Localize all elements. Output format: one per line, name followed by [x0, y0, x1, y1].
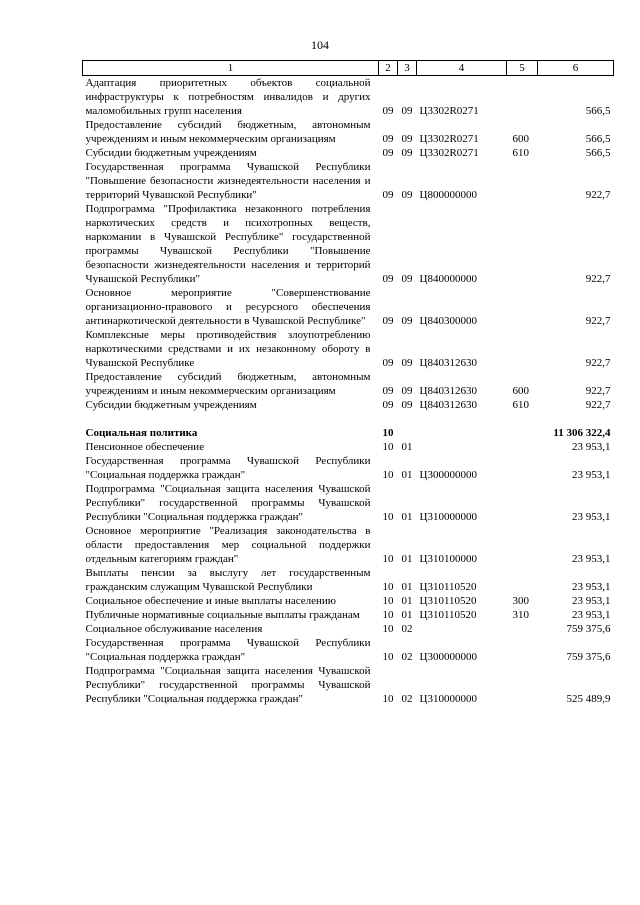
row-subsection: 09	[401, 385, 413, 397]
column-header-1: 1	[83, 61, 379, 76]
row-target-article: Ц3302R0271	[419, 105, 479, 117]
row-amount: 566,5	[585, 133, 611, 145]
row-subsection: 01	[401, 511, 413, 523]
row-section: 10	[382, 553, 394, 565]
row-target-article: Ц840000000	[419, 273, 477, 285]
row-expense-type	[507, 426, 538, 440]
row-subsection: 01	[401, 581, 413, 593]
table-row	[83, 594, 614, 608]
row-subsection: 02	[401, 651, 413, 663]
row-name: Адаптация приоритетных объектов социальной инфраструктуры к потребностям инвалидов и других маломобильных групп населения	[85, 77, 371, 117]
table-row	[83, 454, 614, 482]
row-section: 10	[382, 623, 394, 635]
table-row	[83, 482, 614, 524]
row-amount: 23 953,1	[572, 441, 611, 453]
row-target-article: Ц310000000	[419, 693, 477, 705]
row-target-article: Ц800000000	[419, 189, 477, 201]
row-target-article: Ц310110520	[419, 595, 477, 607]
row-amount: 922,7	[585, 189, 611, 201]
row-amount: 23 953,1	[572, 469, 611, 481]
table-row	[83, 202, 614, 286]
row-name: Подпрограмма "Социальная защита населения Чувашской Республики" государственной программы Чувашской Республики "Социальная поддержка граждан"	[85, 483, 371, 523]
row-name: Основное мероприятие "Реализация законодательства в области предоставления мер социальной поддержки отдельным категориям граждан"	[85, 525, 371, 565]
table-row	[83, 524, 614, 566]
table-row	[83, 286, 614, 328]
row-expense-type	[507, 76, 538, 119]
row-expense-type	[507, 664, 538, 706]
row-target-article: Ц310000000	[419, 511, 477, 523]
table-row	[83, 328, 614, 370]
row-subsection: 09	[401, 147, 413, 159]
row-subsection: 09	[401, 399, 413, 411]
column-header-3: 3	[398, 61, 417, 76]
table-row	[83, 370, 614, 398]
row-name: Государственная программа Чувашской Республики "Повышение безопасности жизнедеятельности населения и территорий Чувашской Республики"	[85, 161, 371, 201]
row-amount: 922,7	[585, 273, 611, 285]
row-amount: 23 953,1	[572, 553, 611, 565]
table-row	[83, 608, 614, 622]
row-subsection: 02	[401, 623, 413, 635]
row-amount: 566,5	[585, 105, 611, 117]
row-expense-type: 610	[512, 147, 529, 159]
table-row	[83, 118, 614, 146]
row-target-article: Ц3302R0271	[419, 147, 479, 159]
row-subsection: 09	[401, 315, 413, 327]
row-subsection: 01	[401, 595, 413, 607]
row-expense-type	[507, 524, 538, 566]
row-name: Предоставление субсидий бюджетным, автономным учреждениям и иным некоммерческим организациям	[85, 119, 371, 145]
row-expense-type	[507, 328, 538, 370]
row-target-article: Ц840312630	[419, 385, 477, 397]
row-section: 10	[382, 651, 394, 663]
row-subsection: 09	[401, 189, 413, 201]
row-expense-type: 600	[512, 385, 529, 397]
row-target-article: Ц3302R0271	[419, 133, 479, 145]
row-section: 09	[382, 189, 394, 201]
row-amount: 759 375,6	[566, 623, 611, 635]
row-section: 09	[382, 105, 394, 117]
row-subsection: 09	[401, 133, 413, 145]
row-subsection: 09	[401, 273, 413, 285]
table-row	[83, 622, 614, 636]
row-expense-type	[507, 440, 538, 454]
table-row	[83, 440, 614, 454]
row-amount: 759 375,6	[566, 651, 611, 663]
row-amount: 922,7	[585, 385, 611, 397]
row-target-article: Ц310110520	[419, 581, 477, 593]
row-section: 09	[382, 273, 394, 285]
table-row	[83, 636, 614, 664]
row-section: 09	[382, 133, 394, 145]
row-expense-type	[507, 160, 538, 202]
row-target-article: Ц300000000	[419, 469, 477, 481]
row-target-article: Ц300000000	[419, 651, 477, 663]
row-section: 10	[382, 469, 394, 481]
table-row	[83, 664, 614, 706]
row-subsection: 01	[401, 469, 413, 481]
row-target-article: Ц840312630	[419, 357, 477, 369]
row-target-article: Ц840300000	[419, 315, 477, 327]
row-section: 10	[382, 511, 394, 523]
row-amount: 525 489,9	[566, 693, 611, 705]
row-amount: 566,5	[585, 147, 611, 159]
budget-table	[82, 60, 614, 706]
row-name: Социальное обеспечение и иные выплаты населению	[85, 595, 337, 607]
row-section: 10	[382, 693, 394, 705]
row-target-article: Ц840312630	[419, 399, 477, 411]
row-name: Комплексные меры противодействия злоупотреблению наркотическими средствами и их незаконному обороту в Чувашской Республике	[85, 329, 371, 369]
row-expense-type: 600	[512, 133, 529, 145]
row-amount: 23 953,1	[572, 609, 611, 621]
row-name: Пенсионное обеспечение	[85, 441, 205, 453]
row-expense-type: 310	[512, 609, 529, 621]
row-section: 09	[382, 357, 394, 369]
row-amount: 23 953,1	[572, 581, 611, 593]
row-name: Государственная программа Чувашской Республики "Социальная поддержка граждан"	[85, 455, 371, 481]
row-target-article	[417, 440, 507, 454]
row-section: 10	[382, 595, 394, 607]
row-section: 10	[382, 441, 394, 453]
row-name: Подпрограмма "Социальная защита населения Чувашской Республики" государственной программы Чувашской Республики "Социальная поддержка граждан"	[85, 665, 371, 705]
row-expense-type	[507, 622, 538, 636]
row-subsection	[398, 426, 417, 440]
row-section: 10	[382, 427, 394, 439]
row-amount: 11 306 322,4	[553, 427, 611, 439]
row-amount: 922,7	[585, 399, 611, 411]
row-expense-type	[507, 286, 538, 328]
row-amount: 23 953,1	[572, 511, 611, 523]
row-subsection: 01	[401, 553, 413, 565]
row-expense-type	[507, 566, 538, 594]
row-section: 09	[382, 399, 394, 411]
row-section: 09	[382, 315, 394, 327]
page-number: 104	[311, 38, 329, 52]
table-row	[83, 76, 614, 119]
row-name: Государственная программа Чувашской Республики "Социальная поддержка граждан"	[85, 637, 371, 663]
row-expense-type: 610	[512, 399, 529, 411]
row-target-article: Ц310100000	[419, 553, 477, 565]
table-row	[83, 426, 614, 440]
row-expense-type	[507, 454, 538, 482]
row-expense-type	[507, 482, 538, 524]
row-amount: 922,7	[585, 357, 611, 369]
column-header-4: 4	[417, 61, 507, 76]
table-row	[83, 146, 614, 160]
row-section: 09	[382, 147, 394, 159]
row-subsection: 01	[401, 609, 413, 621]
row-amount: 922,7	[585, 315, 611, 327]
row-name: Субсидии бюджетным учреждениям	[85, 147, 257, 159]
row-name: Основное мероприятие "Совершенствование организационно-правового и ресурсного обеспечения антинаркотической деятельности в Чувашской Республике"	[85, 287, 371, 327]
row-target-article: Ц310110520	[419, 609, 477, 621]
row-expense-type: 300	[512, 595, 529, 607]
row-expense-type	[507, 202, 538, 286]
row-amount: 23 953,1	[572, 595, 611, 607]
row-section: 10	[382, 581, 394, 593]
row-name: Субсидии бюджетным учреждениям	[85, 399, 257, 411]
row-name: Публичные нормативные социальные выплаты гражданам	[85, 609, 360, 621]
column-header-2: 2	[379, 61, 398, 76]
column-header-5: 5	[507, 61, 538, 76]
spacer-row	[83, 412, 614, 426]
row-subsection: 02	[401, 693, 413, 705]
row-section: 10	[382, 609, 394, 621]
table-body	[83, 76, 614, 707]
row-target-article	[417, 426, 507, 440]
row-subsection: 09	[401, 105, 413, 117]
row-target-article	[417, 622, 507, 636]
row-name: Предоставление субсидий бюджетным, автономным учреждениям и иным некоммерческим организациям	[85, 371, 371, 397]
row-subsection: 01	[401, 441, 413, 453]
row-name: Выплаты пенсии за выслугу лет государственным гражданским служащим Чувашской Республики	[85, 567, 371, 593]
table-row	[83, 566, 614, 594]
column-header-6: 6	[538, 61, 614, 76]
table-row	[83, 398, 614, 412]
row-subsection: 09	[401, 357, 413, 369]
row-name: Подпрограмма "Профилактика незаконного потребления наркотических средств и психотропных веществ, наркомании в Чувашской Республике" государственной программы Чувашской Республики "Повышение безопасности жизнедеятельности населения и территорий Чувашской Республики"	[85, 203, 371, 285]
row-name: Социальная политика	[85, 427, 198, 439]
spacer-cell	[83, 412, 614, 426]
row-name: Социальное обслуживание населения	[85, 623, 263, 635]
row-section: 09	[382, 385, 394, 397]
table-row	[83, 160, 614, 202]
table-header-row	[83, 61, 614, 76]
row-expense-type	[507, 636, 538, 664]
